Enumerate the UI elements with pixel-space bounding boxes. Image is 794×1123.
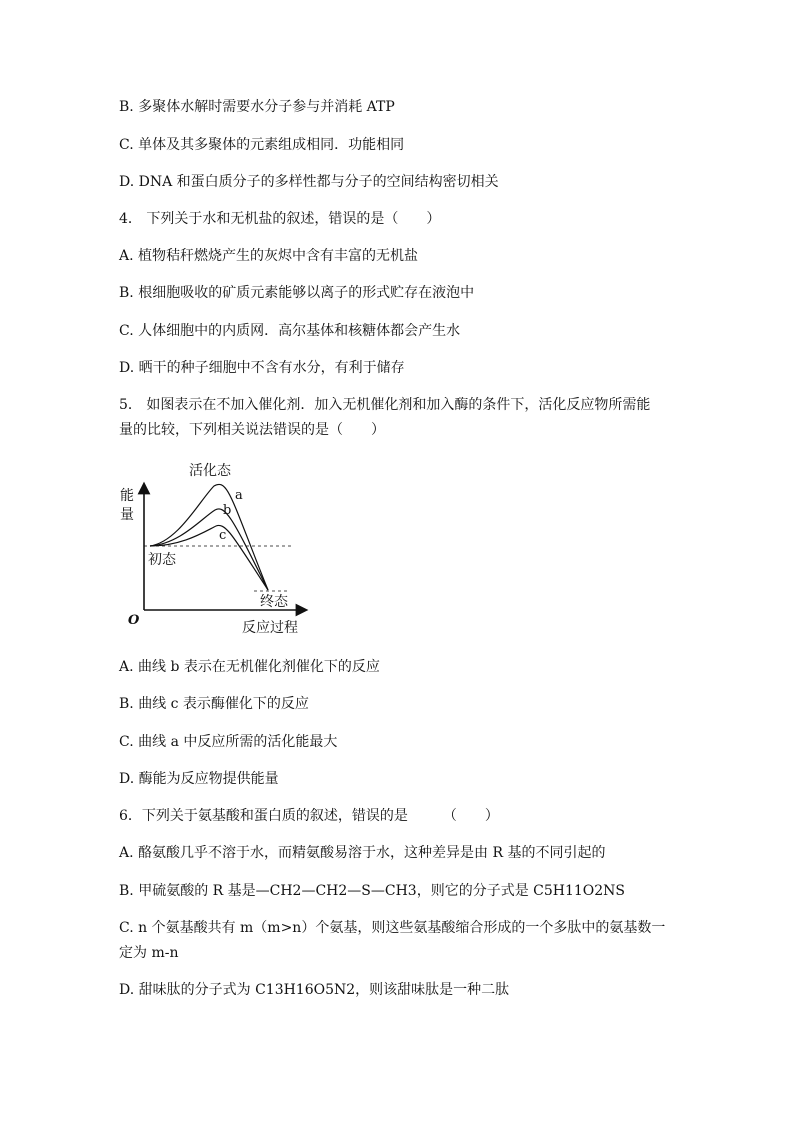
y-axis-label-char-1: 能 — [120, 488, 134, 504]
question-5-stem-line2: 量的比较，下列相关说法错误的是（ ） — [119, 422, 385, 438]
option-6c-line2: 定为 m-n — [119, 945, 179, 961]
origin-label: O — [128, 613, 140, 628]
label-activated-state: 活化态 — [189, 463, 231, 479]
question-6-stem: 6．下列关于氨基酸和蛋白质的叙述，错误的是 （ ） — [119, 808, 499, 824]
option-6b: B. 甲硫氨酸的 R 基是—CH2—CH2—S—CH3，则它的分子式是 C5H11O2NS — [119, 883, 626, 899]
option-3c: C. 单体及其多聚体的元素组成相同．功能相同 — [119, 137, 405, 153]
option-5d: D. 酶能为反应物提供能量 — [119, 771, 279, 787]
option-3b: B. 多聚体水解时需要水分子参与并消耗 ATP — [119, 99, 395, 115]
activation-energy-diagram — [118, 458, 318, 638]
y-axis-label-char-2: 量 — [120, 507, 134, 523]
option-5c: C. 曲线 a 中反应所需的活化能最大 — [119, 734, 338, 750]
label-initial-state: 初态 — [148, 552, 176, 568]
question-5-stem-line1: 5． 如图表示在不加入催化剂．加入无机催化剂和加入酶的条件下，活化反应物所需能 — [119, 397, 651, 413]
curve-label-c: c — [219, 528, 227, 543]
label-final-state: 终态 — [260, 594, 288, 610]
curve-label-b: b — [223, 503, 232, 518]
curve-b — [150, 509, 268, 590]
option-6c-line1: C. n 个氨基酸共有 m（m>n）个氨基，则这些氨基酸缩合形成的一个多肽中的氨基数一 — [119, 920, 666, 936]
curve-label-a: a — [235, 488, 243, 503]
x-axis-label-reaction-process: 反应过程 — [242, 620, 298, 636]
option-6a: A. 酪氨酸几乎不溶于水，而精氨酸易溶于水，这种差异是由 R 基的不同引起的 — [119, 845, 606, 861]
y-axis-label-energy — [120, 487, 138, 523]
option-5a: A. 曲线 b 表示在无机催化剂催化下的反应 — [119, 659, 380, 675]
option-4c: C. 人体细胞中的内质网．高尔基体和核糖体都会产生水 — [119, 323, 461, 339]
option-3d: D. DNA 和蛋白质分子的多样性都与分子的空间结构密切相关 — [119, 174, 499, 190]
option-6d: D. 甜味肽的分子式为 C13H16O5N2，则该甜味肽是一种二肽 — [119, 982, 510, 998]
curve-a — [150, 484, 268, 590]
question-4-stem: 4． 下列关于水和无机盐的叙述，错误的是（ ） — [119, 211, 441, 227]
option-4d: D. 晒干的种子细胞中不含有水分，有利于储存 — [119, 360, 405, 376]
option-5b: B. 曲线 c 表示酶催化下的反应 — [119, 696, 309, 712]
option-4a: A. 植物秸秆燃烧产生的灰烬中含有丰富的无机盐 — [119, 248, 419, 264]
option-4b: B. 根细胞吸收的矿质元素能够以离子的形式贮存在液泡中 — [119, 285, 475, 301]
